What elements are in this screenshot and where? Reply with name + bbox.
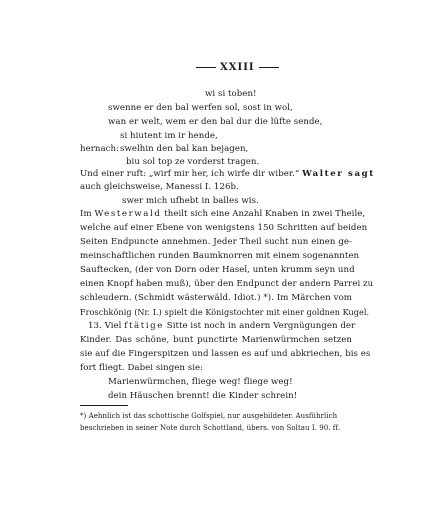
verse-line: biu sol top ze vorderst tragen. [126, 157, 260, 167]
page-number: XXIII [220, 62, 255, 73]
body-line: welche auf einer Ebene von wenigstens 150 Schritten auf beiden [80, 223, 368, 233]
verse-line: swelhin den bal kan bejagen, [120, 144, 249, 154]
body-line: sie auf die Fingerspitzen und lassen es auf und abkriechen, bis es [80, 349, 371, 359]
body-emphasis: ftätige [124, 321, 164, 331]
footnote-rule [80, 405, 128, 406]
body-text: Und einer ruft: „wirf mir her, ich wirfe dir wiber.“ [80, 169, 303, 179]
rhyme-line: Marienwürmchen, fliege weg! fliege weg! [108, 377, 293, 387]
header-dash-left [196, 67, 216, 68]
body-line [80, 168, 375, 180]
verse-line: swer mich ufhebt in balles wis. [122, 196, 259, 206]
body-line [88, 320, 356, 332]
body-text: 13. Viel [88, 321, 125, 331]
body-line: schleudern. (Schmidt wästerwäld. Idiot.) *). Im Märchen vom [80, 293, 352, 303]
footnote-line: *) Aehnlich ist das schottische Golfspiel, nur ausgebildeter. Ausführlich [80, 412, 338, 420]
body-emphasis: Westerwald [94, 209, 162, 219]
verse-line: si hiutent im ir hende, [120, 131, 218, 141]
page-header [192, 62, 283, 73]
body-line: auch gleichsweise, Manessi I. 126b. [80, 182, 239, 192]
verse-line: wan er welt, wem er den bal dur die lüfte sende, [108, 117, 323, 127]
body-emphasis: Walter sagt [302, 169, 375, 179]
verse-line: swenne er den bal werfen sol, sost in wol, [108, 103, 293, 113]
body-text: Sitte ist noch in andern Vergnügungen der [163, 321, 356, 331]
body-line: Kinder. Das schöne, bunt punctirte Marienwürmchen setzen [80, 335, 352, 345]
body-line: einen Knopf haben muß), über den Endpunct der andern Parrei zu [80, 279, 374, 289]
rhyme-line: dein Häuschen brennt! die Kinder schrein! [108, 391, 298, 401]
body-text: theilt sich eine Anzahl Knaben in zwei Theile, [161, 209, 366, 219]
body-line: Seiten Endpuncte annehmen. Jeder Theil sucht nun einen ge- [80, 237, 352, 247]
footnote-line: beschrieben in seiner Note durch Schottland, übers. von Soltau I. 90. ff. [80, 424, 341, 432]
body-line [80, 208, 366, 220]
verse-speaker: hernach: [80, 144, 120, 154]
body-text: Im [80, 209, 95, 219]
body-line: Froschkönig (Nr. I.) spielt die Königstochter mit einer goldnen Kugel. [80, 307, 370, 317]
verse-line: wi si toben! [205, 89, 257, 99]
header-dash-right [259, 67, 279, 68]
body-line: Sauftecken, (der von Dorn oder Hasel, unten krumm seyn und [80, 265, 355, 275]
body-line: meinschaftlichen runden Baumknorren mit einem sogenannten [80, 251, 360, 261]
body-line: fort fliegt. Dabei singen sie: [80, 363, 204, 373]
